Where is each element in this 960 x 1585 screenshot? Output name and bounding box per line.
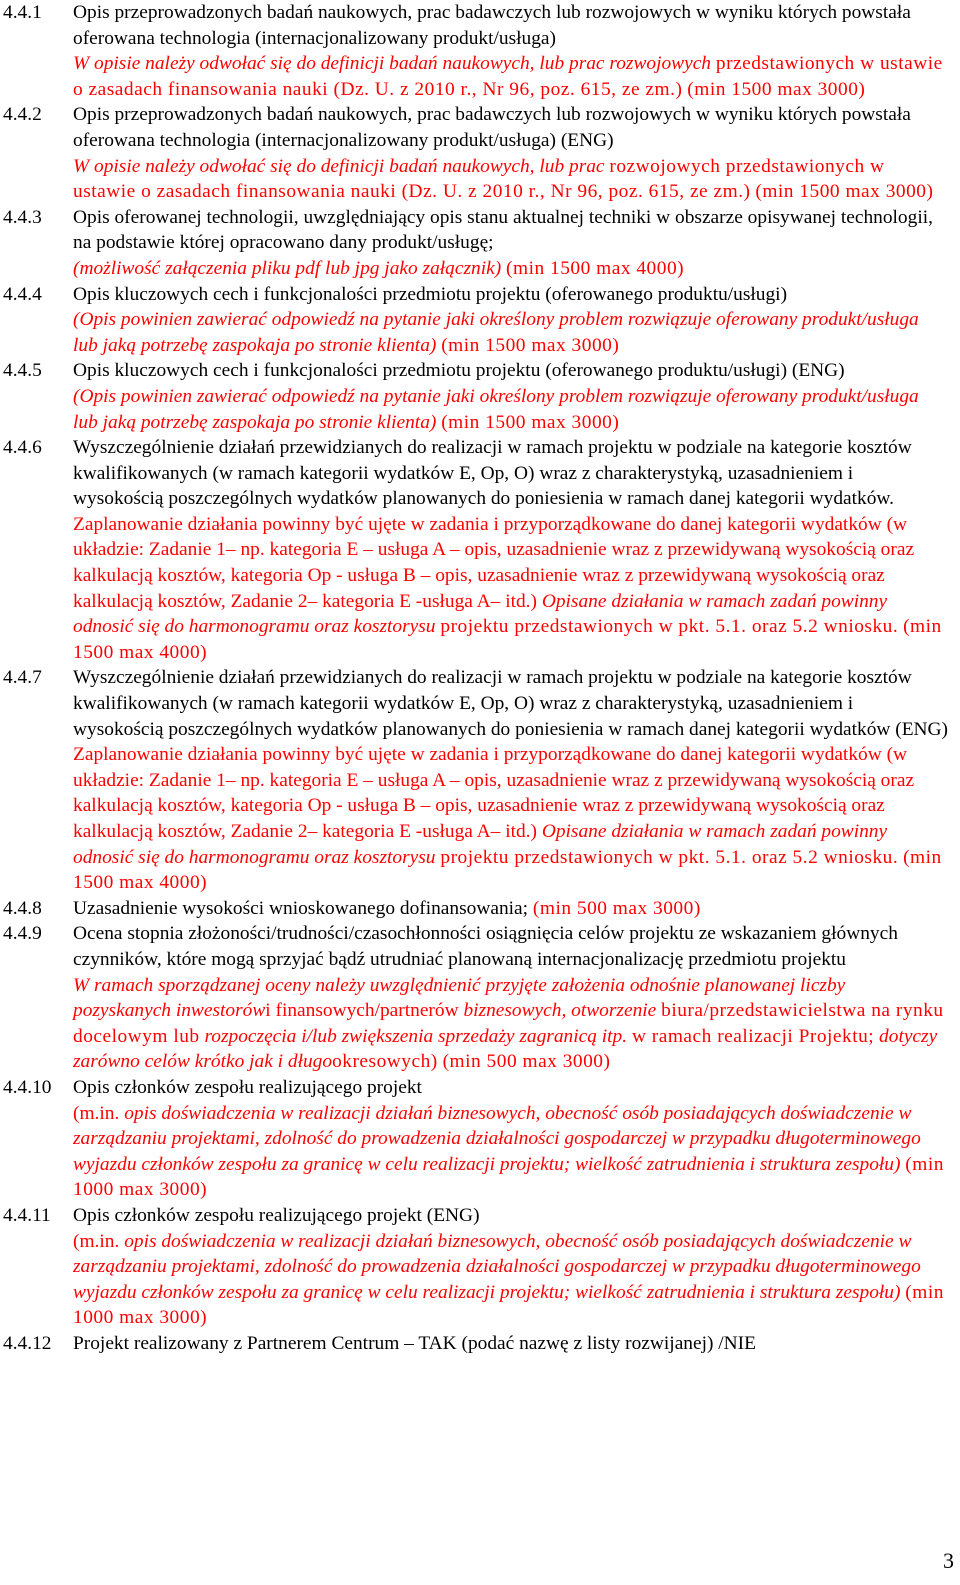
instruction-text: (m.in. — [73, 1102, 120, 1124]
instruction-italic: opis doświadczenia w realizacji działań biznesowych, obecność osób posiadających doświadczenie w zarządzaniu projektami, zdolność do prowadzenia działalności gospodarczej w przypadku długoterminowego wyjazdu członków zespołu za granicę w celu realizacji projektu; wielkość zatrudnienia i struktura zespołu) — [73, 1102, 921, 1175]
section-title: Opis kluczowych cech i funkcjonalości przedmiotu projektu (oferowanego produktu/usługi) — [73, 283, 788, 305]
section-4-4-5 — [3, 358, 948, 435]
section-number: 4.4.12 — [3, 1332, 52, 1354]
section-4-4-1 — [3, 0, 948, 102]
instruction-italic: Opisane działania w ramach zadań powinny odnosić się do harmonogramu oraz kosztorysu — [73, 821, 888, 868]
section-title: Wyszczególnienie działań przewidzianych do realizacji w ramach projektu w podziale na kategorie kosztów kwalifikowanych (w ramach kategorii wydatków E, Op, O) wraz z charakterystyką, uzasadnieniem i wysokością poszczególnych wydatków planowanych do poniesienia w ramach danej kategorii wydatków. — [73, 437, 912, 510]
character-limit: (min 1500 max 4000) — [506, 257, 685, 279]
section-body — [73, 435, 948, 665]
section-body — [73, 0, 948, 102]
instruction-italic: W ramach sporządzanej oceny należy uwzględnienić przyjęte założenia odnośnie planowanej liczby pozyskanych inwestorów — [73, 974, 846, 1022]
instruction-text: i finansowych/partnerów — [265, 1000, 459, 1022]
section-number: 4.4.10 — [3, 1076, 52, 1098]
character-limit: (min 500 max 3000) — [442, 1051, 611, 1073]
section-4-4-4 — [3, 282, 948, 359]
section-number: 4.4.1 — [3, 2, 42, 23]
character-limit: (min 1500 max 3000) — [687, 78, 866, 100]
instruction-italic: (Opis powinien zawierać odpowiedź na pytanie jaki określony problem rozwiązuje oferowany produkt/usługa lub jaką potrzebę zaspokaja po stronie klienta) — [73, 385, 919, 433]
section-4-4-8 — [3, 896, 948, 922]
section-title: Opis członków zespołu realizującego projekt (ENG) — [73, 1204, 480, 1226]
section-title: Projekt realizowany z Partnerem Centrum – TAK (podać nazwę z listy rozwijanej) /NIE — [73, 1332, 756, 1354]
section-body — [73, 1203, 948, 1331]
section-number: 4.4.3 — [3, 206, 42, 228]
instruction-text: Zaplanowanie działania powinny być ujęte w zadania i przyporządkowane do danej kategorii wydatków (w układzie: Zadanie 1– np. kategoria E – usługa A – opis, uzasadnienie wraz z przewidywaną wysokością oraz kalkulacją kosztów, kategoria Op - usługa B – opis, uzasadnienie wraz z przewidywaną wysokością oraz kalkulacją kosztów, Zadanie 2– kategoria E -usługa A– itd.) — [73, 744, 915, 842]
instruction-italic: dotyczy zarówno celów krótko jak i długo — [73, 1025, 938, 1073]
section-4-4-3 — [3, 205, 948, 282]
character-limit: (min 1500 max 3000) — [441, 411, 620, 433]
section-body — [73, 1331, 948, 1357]
section-body — [73, 102, 948, 204]
section-title: Wyszczególnienie działań przewidzianych do realizacji w ramach projektu w podziale na kategorie kosztów kwalifikowanych (w ramach kategorii wydatków E, Op, O) wraz z charakterystyką, uzasadnieniem i wysokością poszczególnych wydatków planowanych do poniesienia w ramach danej kategorii wydatków (ENG) — [73, 667, 949, 740]
section-title: Opis przeprowadzonych badań naukowych, prac badawczych lub rozwojowych w wyniku których powstała oferowana technologia (internacjonalizowany produkt/usługa) (ENG) — [73, 104, 911, 151]
section-number: 4.4.7 — [3, 667, 42, 689]
section-title: Opis członków zespołu realizującego projekt — [73, 1076, 422, 1098]
section-4-4-7 — [3, 665, 948, 895]
instruction-italic: W opisie należy odwołać się do definicji badań naukowych, lub prac rozwojowych — [73, 53, 712, 75]
instruction-italic: rozpoczęcia i/lub zwiększenia sprzedaży zagranicą itp. — [204, 1025, 628, 1047]
page-number: 3 — [943, 1548, 954, 1573]
instruction-text: w ramach realizacji Projektu; — [631, 1025, 875, 1047]
section-number: 4.4.9 — [3, 923, 42, 945]
instruction-text: Zaplanowanie działania powinny być ujęte w zadania i przyporządkowane do danej kategorii wydatków (w układzie: Zadanie 1– np. kategoria E – usługa A – opis, uzasadnienie wraz z przewidywaną wysokością oraz kalkulacją kosztów, kategoria Op - usługa B – opis, uzasadnienie wraz z przewidywaną wysokością oraz kalkulacją kosztów, Zadanie 2– kategoria E -usługa A– itd.) — [73, 513, 915, 612]
section-4-4-12 — [3, 1331, 948, 1357]
section-title: Opis przeprowadzonych badań naukowych, prac badawczych lub rozwojowych w wyniku których powstała oferowana technologia (internacjonalizowany produkt/usługa) — [73, 2, 911, 49]
instruction-text: biura/przedstawicielstwa na rynku docelowym lub — [73, 1000, 944, 1047]
character-limit: (min 1500 max 4000) — [73, 846, 942, 894]
section-body — [73, 282, 948, 359]
instruction-text: przedstawionych w ustawie o zasadach finansowania nauki (Dz. U. z 2010 r., Nr 96, poz. 615, ze zm.) — [73, 53, 943, 100]
character-limit: (min 1500 max 3000) — [441, 334, 620, 356]
instruction-text: (m.in. — [73, 1230, 120, 1252]
section-number: 4.4.6 — [3, 437, 42, 459]
instruction-text: rozwojowych przedstawionych w ustawie o zasadach finansowania nauki (Dz. U. z 2010 r., Nr 96, poz. 615, ze zm.) — [73, 155, 885, 203]
section-number: 4.4.5 — [3, 360, 42, 382]
section-body — [73, 896, 948, 922]
section-body — [73, 358, 948, 435]
section-body — [73, 1075, 948, 1203]
instruction-italic: Opisane działania w ramach zadań powinny odnosić się do harmonogramu oraz kosztorysu — [73, 590, 888, 638]
section-4-4-2 — [3, 102, 948, 204]
section-4-4-11 — [3, 1203, 948, 1331]
section-body — [73, 665, 948, 895]
section-4-4-9 — [3, 921, 948, 1075]
section-title: Opis kluczowych cech i funkcjonalości przedmiotu projektu (oferowanego produktu/usługi) (ENG) — [73, 360, 845, 382]
section-title: Ocena stopnia złożoności/trudności/czasochłonności osiągnięcia celów projektu ze wskazaniem głównych czynników, które mogą sprzyjać bądź utrudniać planowaną internacjonalizację przedmiotu projektu — [73, 923, 898, 970]
character-limit: (min 500 max 3000) — [532, 897, 701, 919]
section-number: 4.4.11 — [3, 1204, 51, 1226]
section-number: 4.4.4 — [3, 283, 42, 305]
instruction-tail: projektu przedstawionych w pkt. 5.1. oraz 5.2 wniosku. — [440, 846, 899, 868]
section-4-4-10 — [3, 1075, 948, 1203]
character-limit: (min 1500 max 3000) — [755, 181, 934, 203]
instruction-italic: (możliwość załączenia pliku pdf lub jpg jako załącznik) — [73, 257, 502, 279]
section-number: 4.4.8 — [3, 897, 42, 919]
character-limit: (min 1000 max 3000) — [73, 1153, 944, 1201]
instruction-italic: biznesowych, otworzenie — [463, 1000, 657, 1022]
section-body — [73, 921, 948, 1075]
section-body — [73, 205, 948, 282]
character-limit: (min 1000 max 3000) — [73, 1281, 944, 1329]
section-4-4-6 — [3, 435, 948, 665]
character-limit: (min 1500 max 4000) — [73, 616, 942, 663]
section-title: Opis oferowanej technologii, uwzględniający opis stanu aktualnej techniki w obszarze opisywanej technologii, na podstawie której opracowano dany produkt/usługę; — [73, 206, 933, 254]
instruction-tail: projektu przedstawionych w pkt. 5.1. oraz 5.2 wniosku. — [440, 616, 899, 638]
instruction-italic: opis doświadczenia w realizacji działań biznesowych, obecność osób posiadających doświadczenie w zarządzaniu projektami, zdolność do prowadzenia działalności gospodarczej w przypadku długoterminowego wyjazdu członków zespołu za granicę w celu realizacji projektu; wielkość zatrudnienia i struktura zespołu) — [73, 1230, 921, 1303]
section-number: 4.4.2 — [3, 104, 42, 126]
section-title: Uzasadnienie wysokości wnioskowanego dofinansowania; — [73, 897, 529, 919]
instruction-italic: W opisie należy odwołać się do definicji badań naukowych, lub prac — [73, 155, 605, 177]
document-page — [3, 0, 948, 1356]
instruction-italic: (Opis powinien zawierać odpowiedź na pytanie jaki określony problem rozwiązuje oferowany produkt/usługa lub jaką potrzebę zaspokaja po stronie klienta) — [73, 309, 919, 356]
instruction-text: okresowych) — [332, 1051, 438, 1073]
